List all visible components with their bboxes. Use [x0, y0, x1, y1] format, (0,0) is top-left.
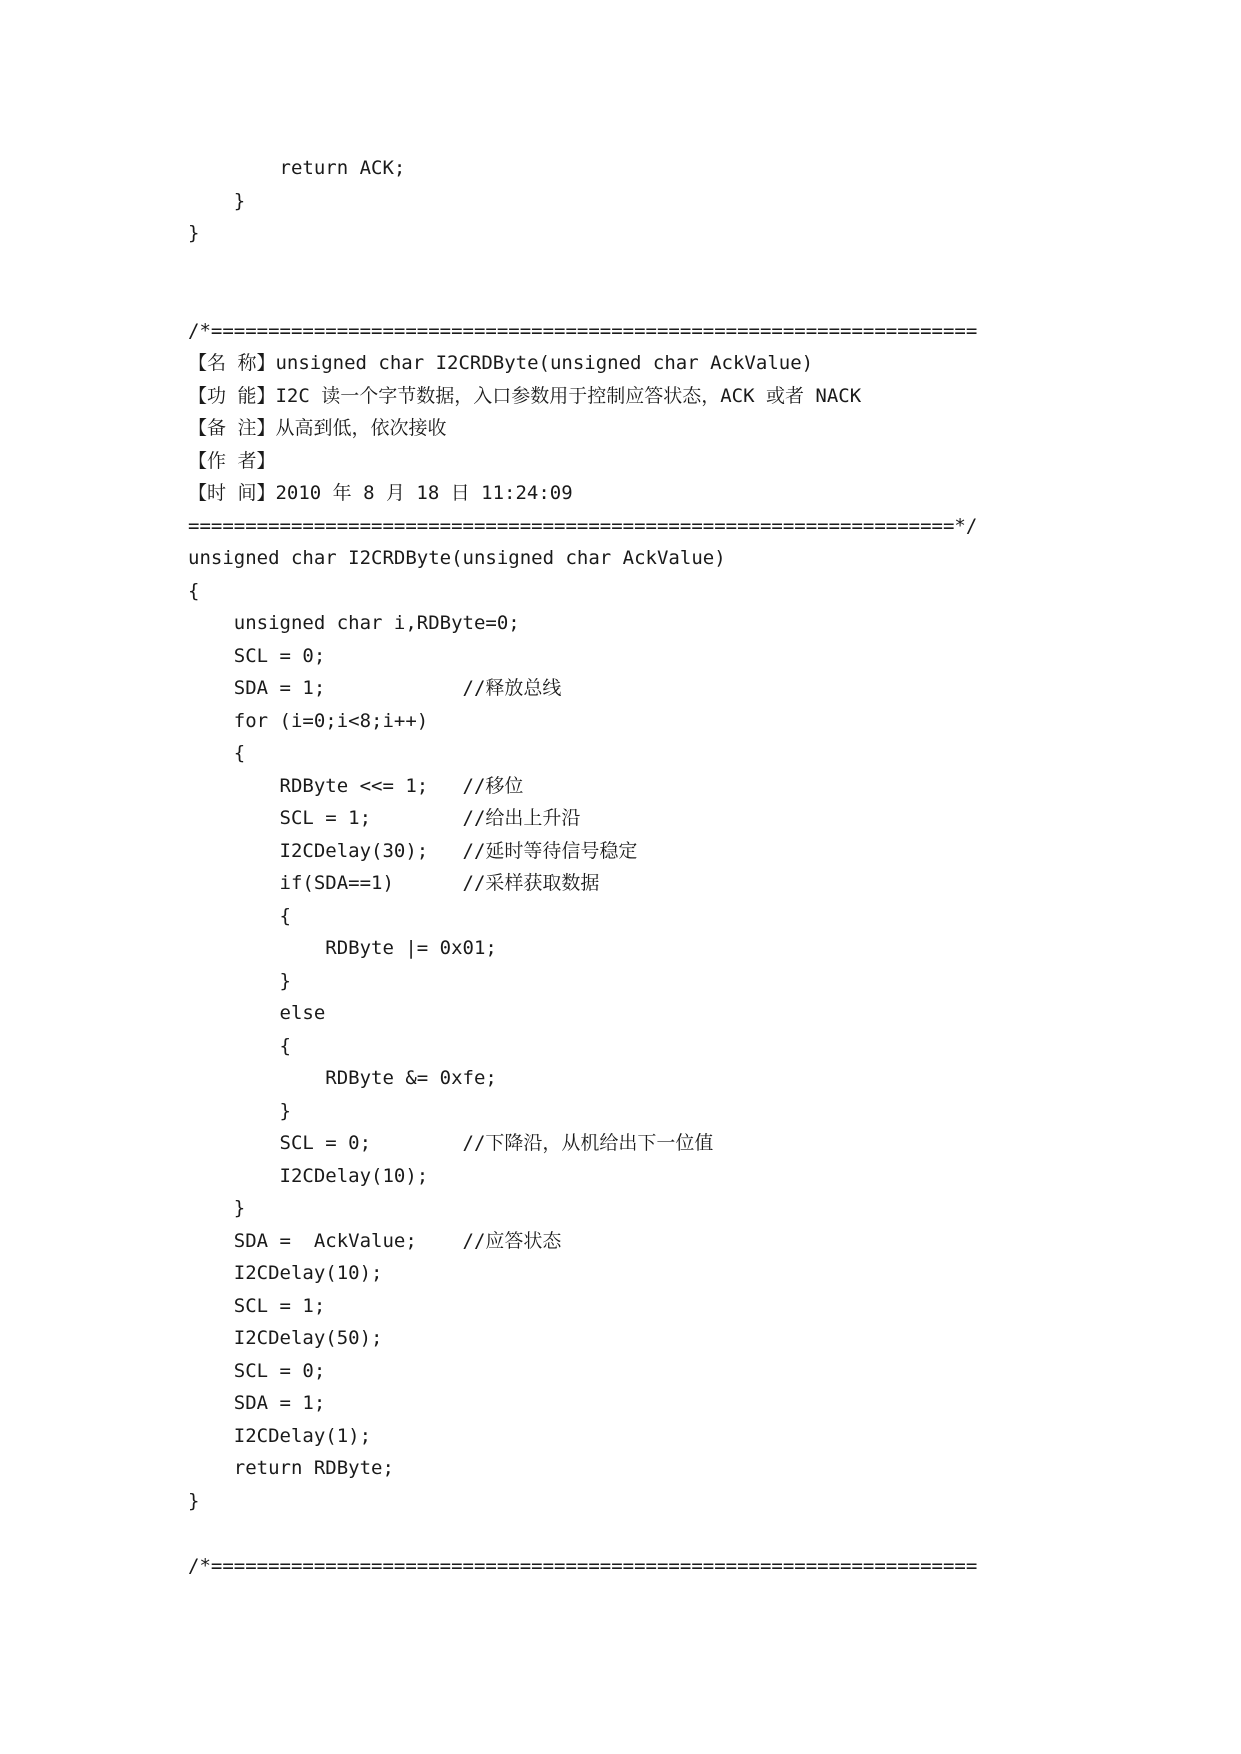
- code-line: }: [188, 1197, 246, 1219]
- code-line: else: [188, 1002, 326, 1024]
- code-line: I2CDelay(50);: [188, 1327, 383, 1349]
- code-line: RDByte |= 0x01;: [188, 937, 497, 959]
- code-line: SCL = 0;: [188, 644, 326, 667]
- code-line: SCL = 1; //给出上升沿: [188, 807, 581, 829]
- header-note: 【备 注】从高到低，依次接收: [188, 417, 447, 439]
- code-line: }: [188, 189, 246, 212]
- comment-separator-top: /*===================================================================: [188, 1554, 978, 1577]
- code-line: {: [188, 742, 246, 764]
- code-line: SDA = 1;: [188, 1392, 326, 1414]
- header-function: 【功 能】I2C 读一个字节数据，入口参数用于控制应答状态，ACK 或者 NACK: [188, 384, 862, 407]
- code-line: }: [188, 1489, 200, 1512]
- code-line: SCL = 1;: [188, 1294, 326, 1317]
- comment-separator-top: /*===================================================================: [188, 319, 978, 342]
- code-line: I2CDelay(1);: [188, 1424, 372, 1447]
- code-line: I2CDelay(10);: [188, 1262, 383, 1284]
- blank-line: [188, 1517, 1148, 1550]
- header-name: 【名 称】unsigned char I2CRDByte(unsigned char AckValue): [188, 352, 814, 374]
- blank-line: [188, 282, 1148, 315]
- code-line: {: [188, 579, 200, 602]
- code-line: {: [188, 1034, 291, 1057]
- comment-separator-bottom: ===================================================================*/: [188, 514, 978, 537]
- code-document: [188, 152, 1148, 1582]
- header-author: 【作 者】: [188, 449, 276, 472]
- code-line: {: [188, 904, 291, 927]
- code-line: return RDByte;: [188, 1457, 394, 1479]
- code-line: }: [188, 1099, 291, 1122]
- code-line: for (i=0;i<8;i++): [188, 709, 429, 732]
- code-line: SDA = AckValue; //应答状态: [188, 1229, 562, 1252]
- code-line: SCL = 0;: [188, 1359, 326, 1382]
- code-line: SDA = 1; //释放总线: [188, 677, 562, 699]
- function-signature: unsigned char I2CRDByte(unsigned char AckValue): [188, 547, 726, 569]
- code-line: I2CDelay(30); //延时等待信号稳定: [188, 839, 638, 862]
- code-line: RDByte &= 0xfe;: [188, 1067, 497, 1089]
- code-line: SCL = 0; //下降沿，从机给出下一位值: [188, 1132, 714, 1154]
- code-line: return ACK;: [188, 157, 406, 179]
- header-time: 【时 间】2010 年 8 月 18 日 11:24:09: [188, 482, 573, 504]
- code-line: if(SDA==1) //采样获取数据: [188, 872, 600, 894]
- code-line: }: [188, 969, 291, 992]
- code-line: I2CDelay(10);: [188, 1164, 429, 1187]
- code-line: }: [188, 222, 200, 244]
- code-line: unsigned char i,RDByte=0;: [188, 612, 520, 634]
- code-line: RDByte <<= 1; //移位: [188, 774, 524, 797]
- blank-line: [188, 250, 1148, 283]
